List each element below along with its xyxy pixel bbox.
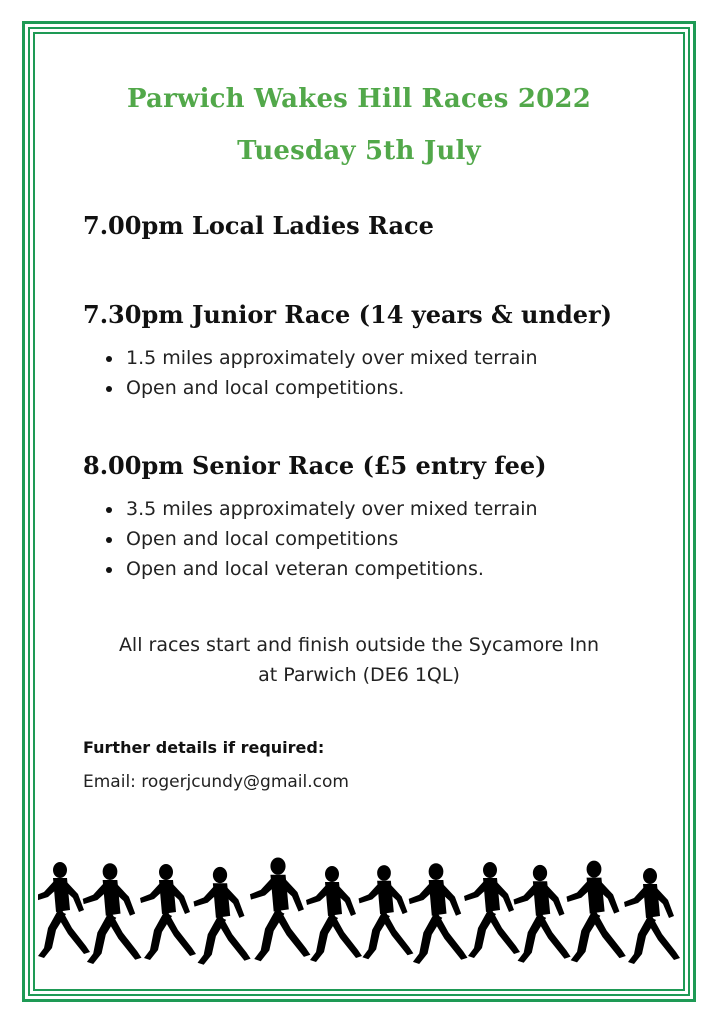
list-item: Open and local veteran competitions. xyxy=(102,554,538,584)
list-item: Open and local competitions xyxy=(102,524,538,554)
junior-race-details xyxy=(102,343,538,403)
venue-line-1: All races start and finish outside the Sycamore Inn xyxy=(118,634,600,656)
poster-title: Parwich Wakes Hill Races 2022 xyxy=(127,84,591,114)
race-heading-ladies: 7.00pm Local Ladies Race xyxy=(83,211,434,240)
senior-race-details xyxy=(102,494,538,584)
list-item: 1.5 miles approximately over mixed terrain xyxy=(102,343,538,373)
contact-email: Email: rogerjcundy@gmail.com xyxy=(83,772,349,792)
race-heading-senior: 8.00pm Senior Race (£5 entry fee) xyxy=(83,451,547,480)
venue-line-2: at Parwich (DE6 1QL) xyxy=(258,664,460,686)
poster-date: Tuesday 5th July xyxy=(237,136,481,166)
race-heading-junior: 7.30pm Junior Race (14 years & under) xyxy=(83,300,613,329)
list-item: 3.5 miles approximately over mixed terrain xyxy=(102,494,538,524)
runner-silhouettes-illustration xyxy=(38,848,680,976)
venue-note xyxy=(0,630,718,690)
further-details-label: Further details if required: xyxy=(83,738,325,757)
list-item: Open and local competitions. xyxy=(102,373,538,403)
